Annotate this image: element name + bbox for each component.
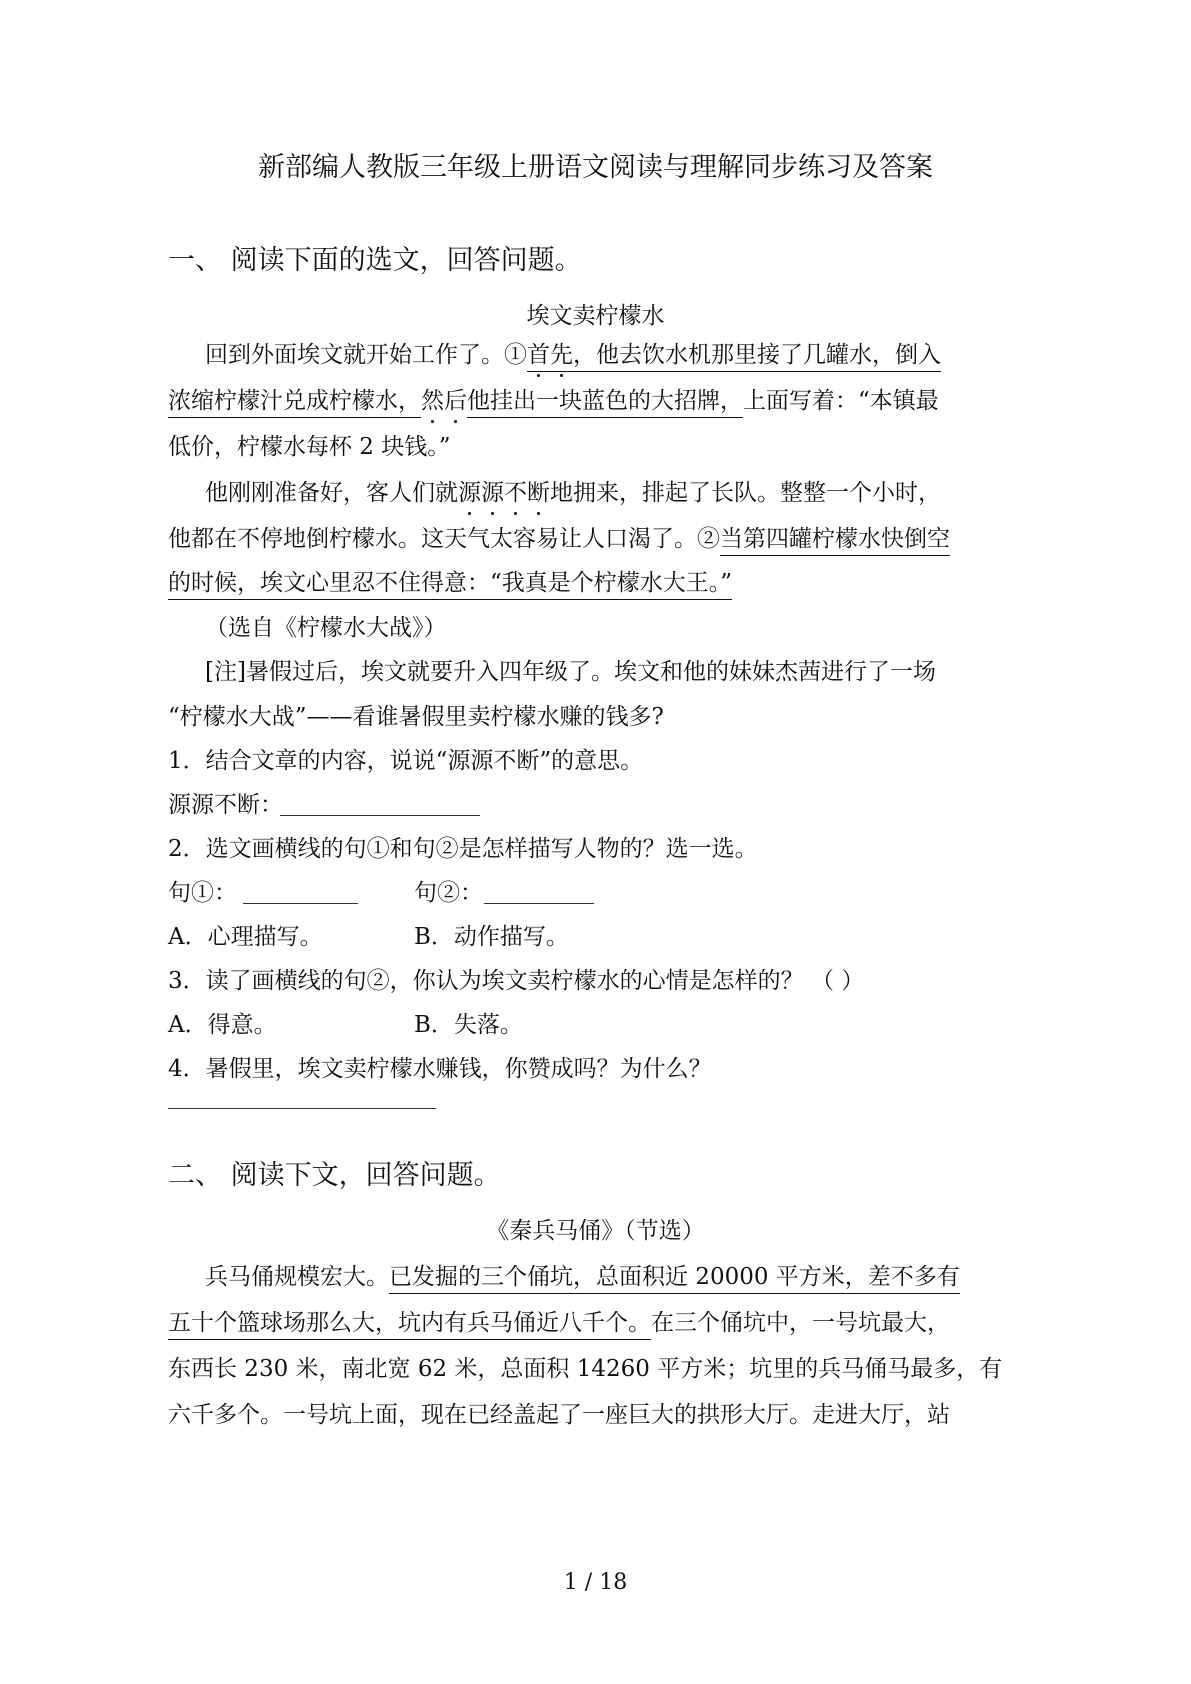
source-citation: （选自《柠檬水大战》） (205, 615, 447, 641)
paragraph-1-line-3: 低价，柠檬水每杯 2 块钱。” (168, 434, 451, 460)
article-2-line-3: 东西长 230 米，南北宽 62 米，总面积 14260 平方米；坑里的兵马俑马最多，有 (168, 1356, 1003, 1382)
question-2-sentence-2-blank[interactable] (484, 903, 594, 904)
question-2-sentence-2-label: 句②： (414, 880, 483, 906)
article-2-line-2: 五十个篮球场那么大，坑内有兵马俑近八千个。在三个俑坑中，一号坑最大， (168, 1308, 950, 1338)
page-number: 1 / 18 (563, 1570, 628, 1595)
question-2-option-b: B．动作描写。 (414, 924, 569, 950)
article-2-line-1: 兵马俑规模宏大。已发掘的三个俑坑，总面积近 20000 平方米，差不多有 (205, 1262, 960, 1292)
section-2-heading: 二、 阅读下文，回答问题。 (168, 1160, 501, 1191)
question-2-sentence-1-blank[interactable] (243, 903, 358, 904)
paragraph-2-line-2: 他都在不停地倒柠檬水。这天气太容易让人口渴了。②当第四罐柠檬水快倒空 (168, 524, 950, 554)
article-2-line-4: 六千多个。一号坑上面，现在已经盖起了一座巨大的拱形大厅。走进大厅，站 (168, 1402, 950, 1428)
paragraph-1-line-1: 回到外面埃文就开始工作了。①首先，他去饮水机那里接了几罐水，倒入 (205, 340, 941, 370)
question-1-answer-blank[interactable] (280, 815, 480, 816)
article-1-title: 埃文卖柠檬水 (526, 303, 665, 329)
question-1-answer-label: 源源不断： (168, 792, 283, 818)
question-2-sentence-1-label: 句①： (168, 880, 237, 906)
note-line-2: “柠檬水大战”——看谁暑假里卖柠檬水赚的钱多? (168, 704, 664, 730)
question-4: 4．暑假里，埃文卖柠檬水赚钱，你赞成吗？为什么？ (168, 1056, 712, 1082)
paragraph-2-line-3: 的时候，埃文心里忍不住得意：“我真是个柠檬水大王。” (168, 568, 732, 598)
question-3-option-a: A．得意。 (168, 1012, 277, 1038)
note-line-1: [注]暑假过后，埃文就要升入四年级了。埃文和他的妹妹杰茜进行了一场 (205, 659, 936, 685)
question-1: 1．结合文章的内容，说说“源源不断”的意思。 (168, 748, 644, 774)
question-3-option-b: B．失落。 (414, 1012, 523, 1038)
question-3: 3．读了画横线的句②，你认为埃文卖柠檬水的心情是怎样的？ （ ） (168, 968, 865, 994)
article-2-title: 《秦兵马俑》（节选） (486, 1218, 705, 1244)
section-1-heading: 一、 阅读下面的选文，回答问题。 (168, 245, 582, 276)
question-2: 2．选文画横线的句①和句②是怎样描写人物的？选一选。 (168, 836, 758, 862)
question-4-answer-blank[interactable] (168, 1108, 436, 1109)
paragraph-2-line-1: 他刚刚准备好，客人们就源源不断地拥来，排起了长队。整整一个小时， (205, 480, 941, 506)
document-title: 新部编人教版三年级上册语文阅读与理解同步练习及答案 (258, 152, 933, 183)
paragraph-1-line-2: 浓缩柠檬汁兑成柠檬水，然后他挂出一块蓝色的大招牌，上面写着：“本镇最 (168, 386, 939, 416)
question-2-option-a: A．心理描写。 (168, 924, 323, 950)
